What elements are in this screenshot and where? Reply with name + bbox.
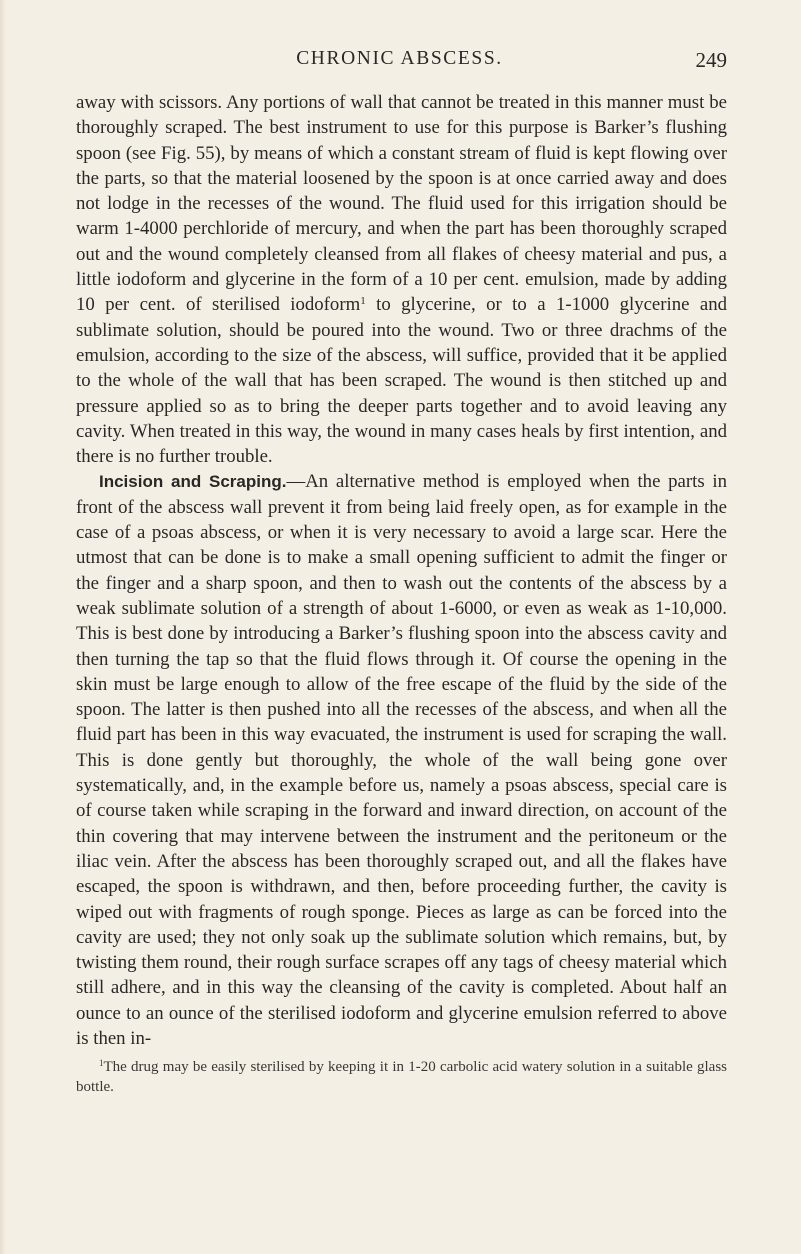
paragraph-1-text-b: to glycerine, or to a 1-1000 glycerine and sublimate solution, should be poured into the wound. Two or three drachms of the emulsion, according to the size of the abscess, will suffice, provided that it be applied to the whole of the wall that has been scraped. The wound is then stitched up and pressure applied so as to bring the deeper parts together and to avoid leaving any cavity. When treated in this way, the wound in many cases heals by first intention, and there is no further trouble. [76, 294, 727, 468]
paragraph-1-text-a: away with scissors. Any portions of wall that cannot be treated in this manner must be thoroughly scraped. The best instrument to use for this purpose is Barker’s flushing spoon (see Fig. 55), by means of which a constant stream of fluid is kept flowing over the parts, so that the material loosened by the spoon is at once carried away and does not lodge in the recesses of the wound. The fluid used for this irrigation should be warm 1-4000 perchloride of mercury, and when the part has been thoroughly scraped out and the wound completely cleansed from all flakes of cheesy material and pus, a little iodoform and glycerine in the form of a 10 per cent. emulsion, made by adding 10 per cent. of sterilised iodoform [76, 92, 727, 316]
page-edge [0, 0, 6, 1254]
paragraph-1 [76, 90, 727, 469]
footnote-reference: 1 [360, 295, 366, 308]
page-number: 249 [695, 48, 727, 72]
footnote-text: The drug may be easily sterilised by keeping it in 1-20 carbolic acid watery solution in a suitable glass bottle. [76, 1059, 727, 1096]
paragraph-2-text: —An alternative method is employed when the parts in front of the abscess wall prevent it from being laid freely open, as for example in the case of a psoas abscess, or when it is very necessary to avoid a large scar. Here the utmost that can be done is to make a small opening sufficient to admit the finger or the finger and a sharp spoon, and then to wash out the contents of the abscess by a weak sublimate solution of a strength of about 1-6000, or even as weak as 1-10,000. This is best done by introducing a Barker’s flushing spoon into the abscess cavity and then turning the tap so that the fluid flows through it. Of course the opening in the skin must be large enough to allow of the free escape of the fluid by the side of the spoon. The latter is then pushed into all the recesses of the abscess, and when all the fluid part has been in this way evacuated, the instrument is used for scraping the wall. This is done gently but thoroughly, the whole of the wall being gone over systematically, and, in the example before us, namely a psoas abscess, special care is of course taken while scraping in the forward and inward direction, on account of the thin covering that may intervene between the instrument and the peritoneum or the iliac vein. After the abscess has been thoroughly scraped out, and all the flakes have escaped, the spoon is withdrawn, and then, before proceeding further, the cavity is wiped out with fragments of rough sponge. Pieces as large as can be forced into the cavity are used; they not only soak up the sublimate solution which remains, but, by twisting them round, their rough surface scrapes off any tags of cheesy material which still adhere, and in this way the cleansing of the cavity is completed. About half an ounce to an ounce of the sterilised iodoform and glycerine emulsion referred to above is then in- [76, 471, 727, 1049]
section-heading: Incision and Scraping. [99, 472, 287, 492]
body-text-block [76, 90, 727, 1097]
footnote [76, 1057, 727, 1097]
page-header [72, 48, 727, 78]
paragraph-2 [76, 469, 727, 1051]
footnote-marker: 1 [99, 1058, 104, 1069]
running-head: CHRONIC ABSCESS. [296, 48, 503, 69]
